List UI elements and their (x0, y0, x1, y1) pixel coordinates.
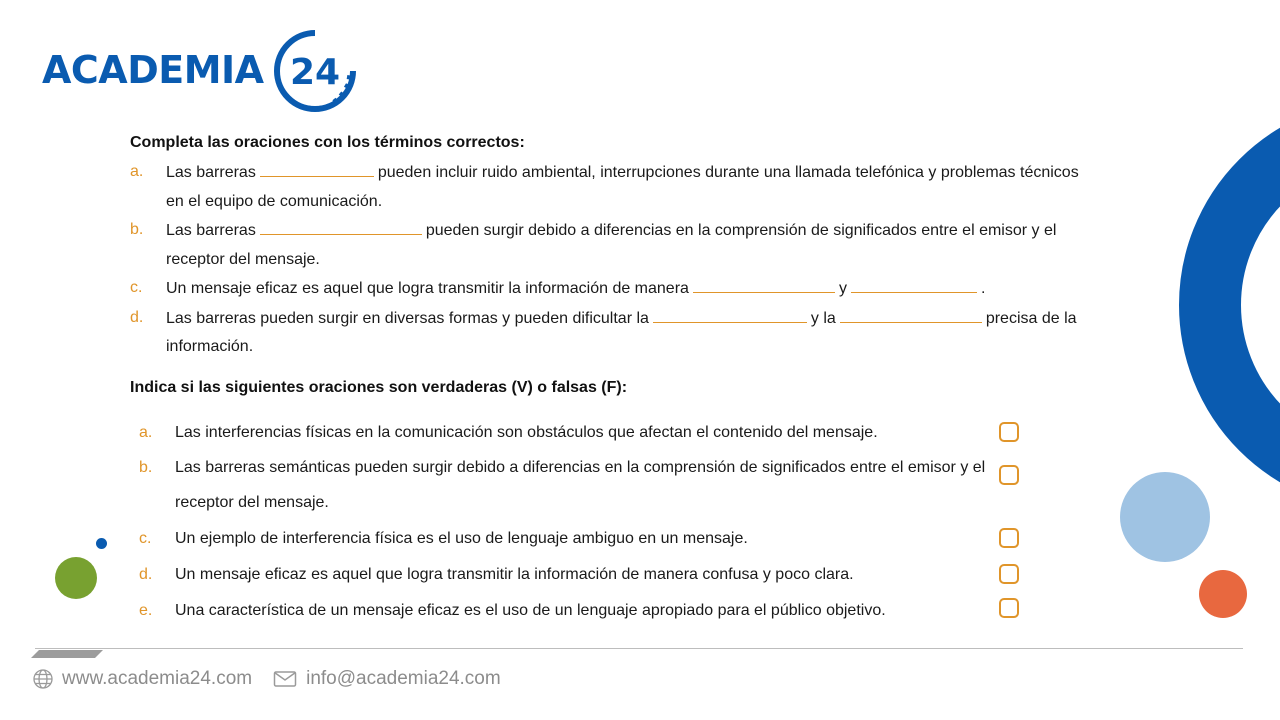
item-letter: c. (139, 530, 152, 547)
blank-field[interactable] (260, 158, 374, 177)
fill-blanks-list (130, 158, 1080, 362)
email-link[interactable]: info@academia24.com (306, 668, 501, 689)
logo-number: 24 (289, 52, 341, 93)
list-item: b. Las barreras pueden surgir debido a diferencias en la comprensión de significados entre el emisor y el receptor del mensaje. (130, 216, 1080, 274)
list-item: a. Las interferencias físicas en la comunicación son obstáculos que afectan el contenido del mensaje. (139, 415, 1039, 450)
blank-field[interactable] (653, 304, 807, 323)
item-letter: e. (139, 602, 153, 619)
true-false-list (139, 415, 1039, 629)
item-letter: c. (130, 279, 143, 296)
item-letter: b. (139, 459, 153, 476)
logo-wordmark: ACADEMIA (42, 48, 264, 92)
item-letter: a. (130, 163, 144, 180)
answer-checkbox[interactable] (999, 422, 1019, 442)
decorative-circle-green (55, 557, 97, 599)
blank-field[interactable] (840, 304, 982, 323)
answer-checkbox[interactable] (999, 598, 1019, 618)
website-link[interactable]: www.academia24.com (62, 668, 253, 689)
list-item: e. Una característica de un mensaje eficaz es el uso de un lenguaje apropiado para el público objetivo. (139, 593, 1039, 629)
decorative-circle-orange (1199, 570, 1247, 618)
list-item: a. Las barreras pueden incluir ruido ambiental, interrupciones durante una llamada telefónica y problemas técnicos en el equipo de comunicación. (130, 158, 1080, 216)
footer-accent-bar (31, 650, 103, 658)
list-item: b. Las barreras semánticas pueden surgir debido a diferencias en la comprensión de significados entre el emisor y el receptor del mensaje. (139, 450, 1039, 521)
list-item: d. Un mensaje eficaz es aquel que logra transmitir la información de manera confusa y poco clara. (139, 557, 1039, 593)
answer-checkbox[interactable] (999, 564, 1019, 584)
decorative-ring (1155, 90, 1280, 510)
section-title-complete: Completa las oraciones con los términos correctos: (130, 134, 525, 151)
item-letter: b. (130, 221, 144, 238)
item-letter: d. (139, 566, 153, 583)
decorative-circle-lightblue (1120, 472, 1210, 562)
list-item: c. Un mensaje eficaz es aquel que logra transmitir la información de manera y . (130, 274, 1080, 304)
item-letter: a. (139, 424, 153, 441)
answer-checkbox[interactable] (999, 528, 1019, 548)
footer (32, 668, 501, 690)
list-item: c. Un ejemplo de interferencia física es el uso de lenguaje ambiguo en un mensaje. (139, 521, 1039, 557)
section-title-true-false: Indica si las siguientes oraciones son verdaderas (V) o falsas (F): (130, 379, 628, 396)
blank-field[interactable] (851, 274, 977, 293)
logo-24-badge (272, 28, 358, 114)
footer-divider (35, 648, 1243, 649)
list-item: d. Las barreras pueden surgir en diversas formas y pueden dificultar la y la precisa de la información. (130, 304, 1080, 362)
mail-icon (272, 668, 298, 690)
answer-checkbox[interactable] (999, 465, 1019, 485)
globe-icon (32, 668, 54, 690)
decorative-dot-blue (96, 538, 107, 549)
blank-field[interactable] (693, 274, 835, 293)
academia24-logo (40, 28, 370, 112)
item-letter: d. (130, 308, 144, 326)
blank-field[interactable] (260, 216, 422, 235)
